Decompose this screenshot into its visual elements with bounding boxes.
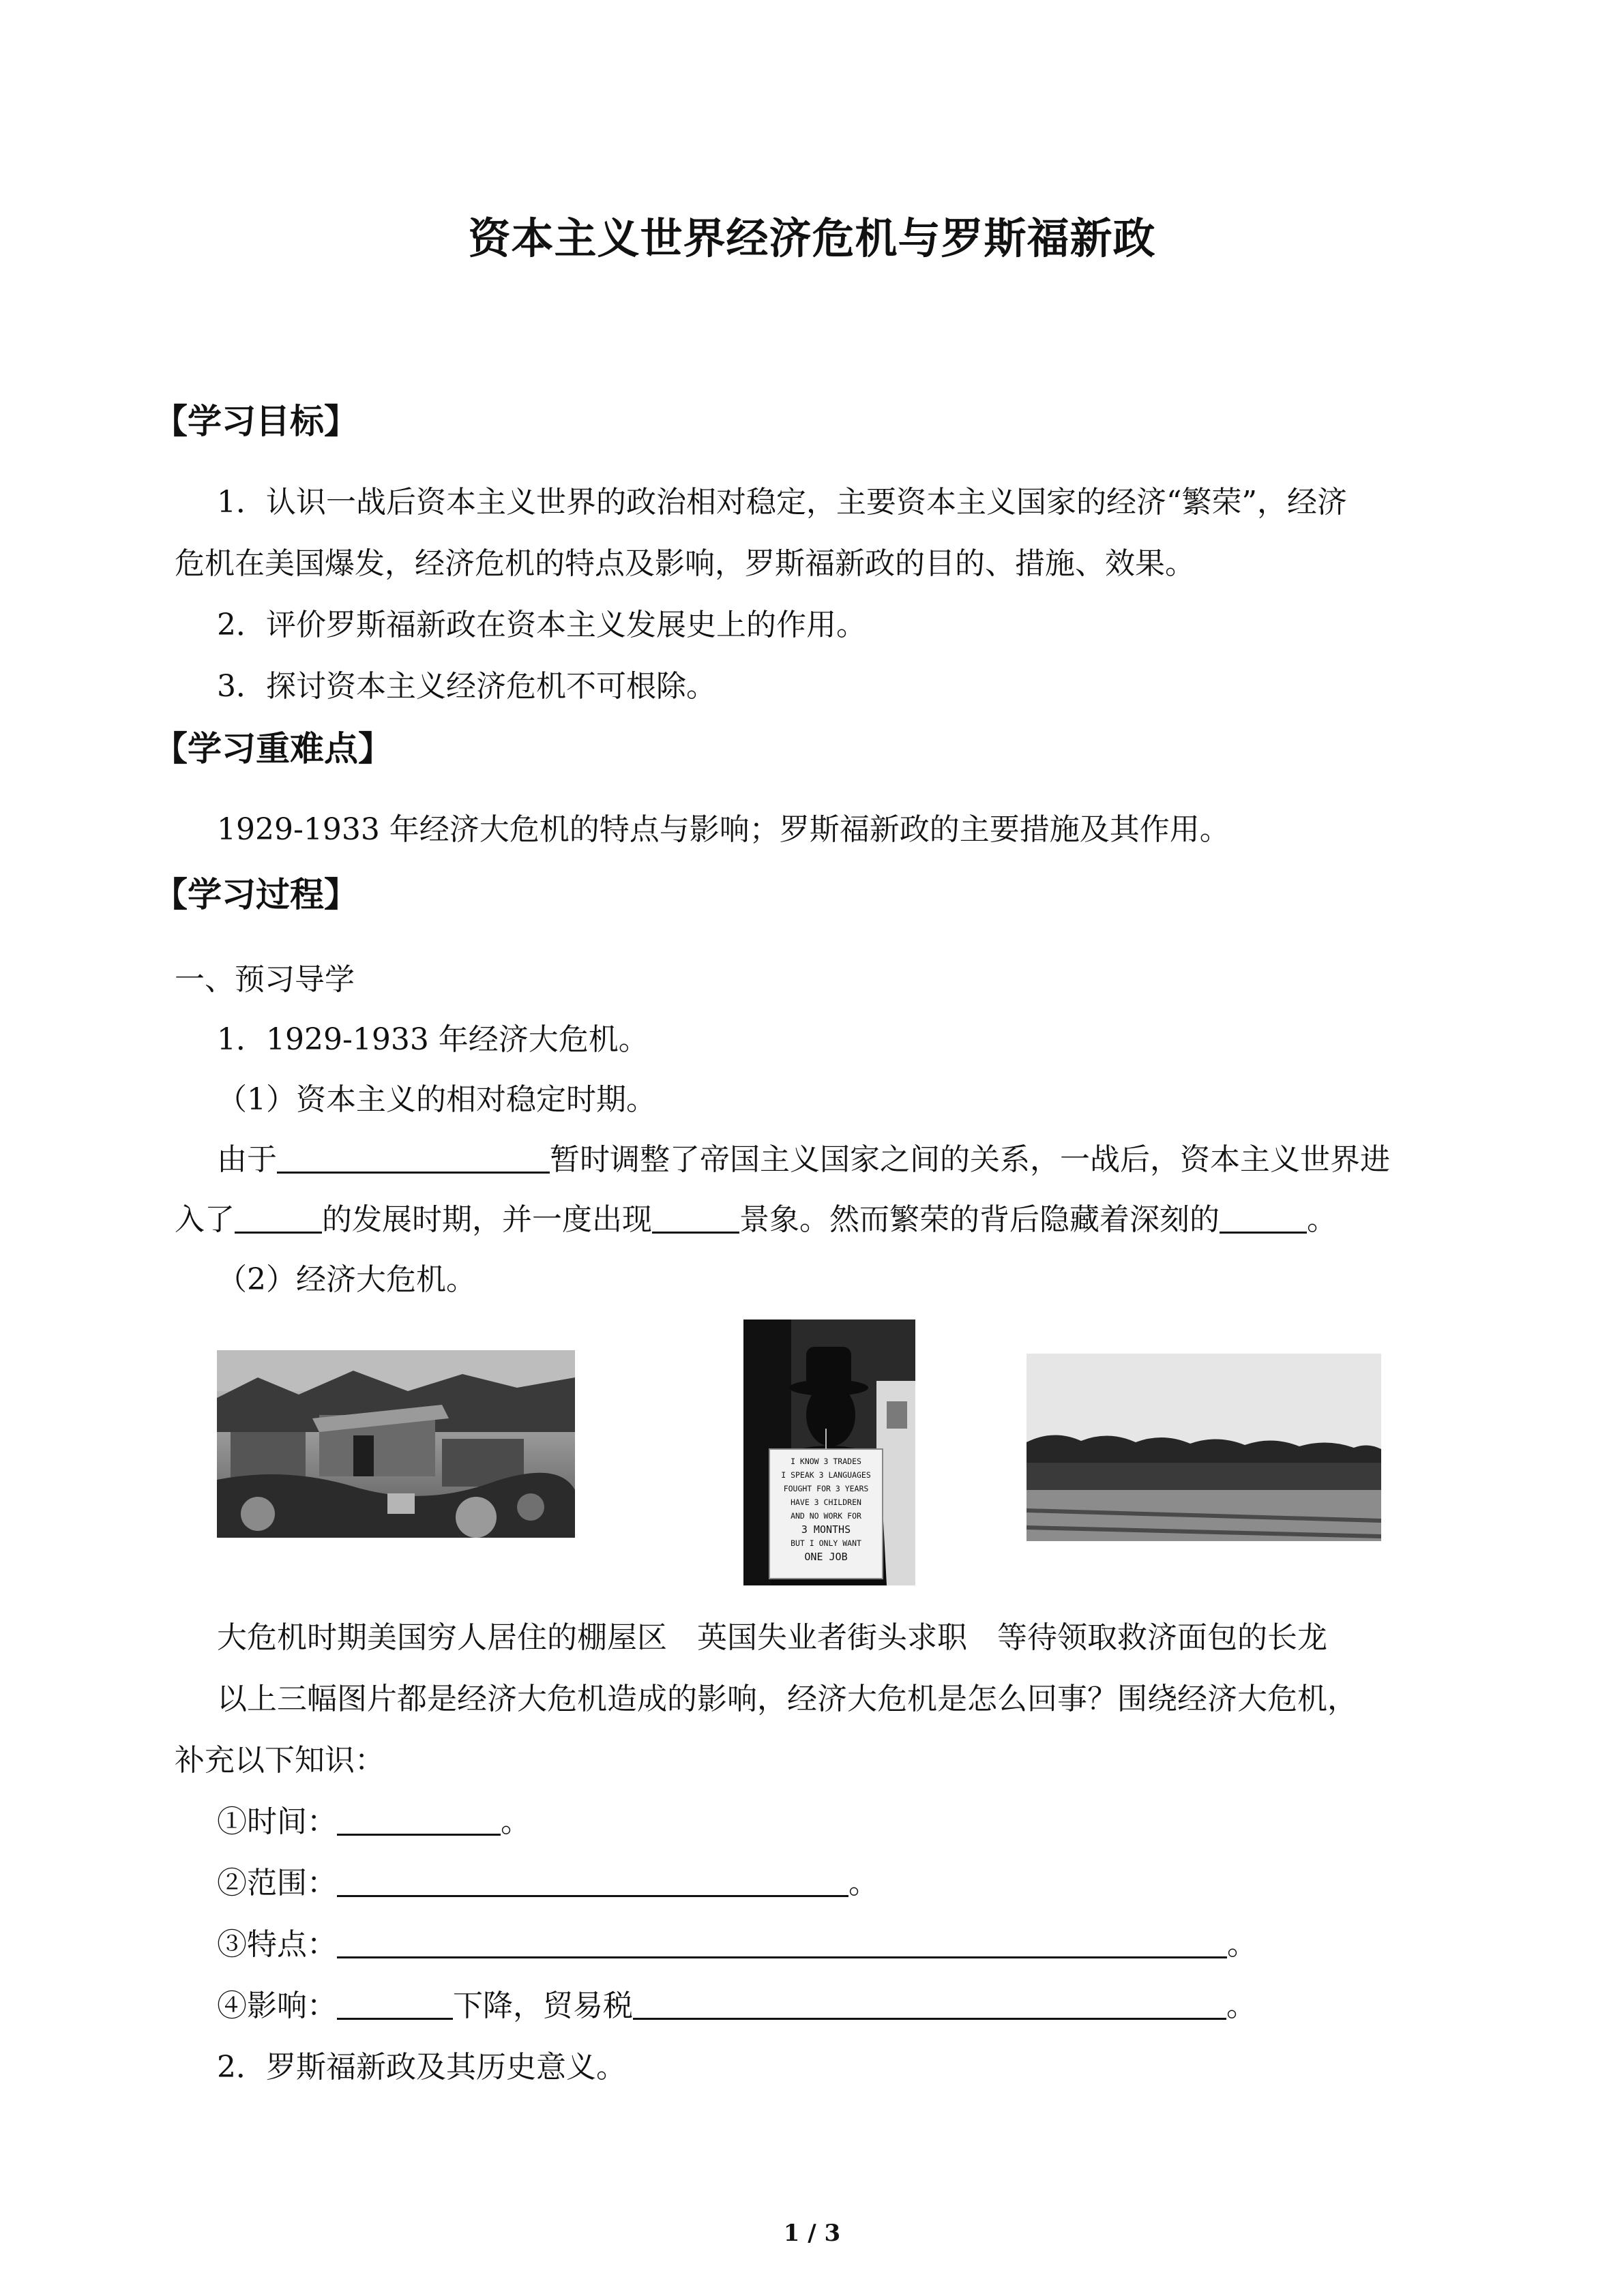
answer-blank[interactable]: [235, 1203, 322, 1234]
photo-shantytown: [217, 1350, 575, 1538]
topic-1-heading: 1．1929-1933 年经济大危机。: [217, 1022, 649, 1057]
impact-answer-blank-1[interactable]: [337, 1989, 453, 2020]
caption-breadline: 等待领取救济面包的长龙: [997, 1620, 1327, 1655]
subtopic-1-heading: （1）资本主义的相对稳定时期。: [217, 1082, 656, 1117]
answer-blank[interactable]: [277, 1143, 550, 1174]
fill-paragraph-line-1: 由于 暂时调整了帝国主义国家之间的关系，一战后，资本主义世界进: [217, 1142, 1390, 1177]
goal-item-1-line-2: 危机在美国爆发，经济危机的特点及影响，罗斯福新政的目的、措施、效果。: [175, 546, 1195, 581]
key-points-text: 1929-1933 年经济大危机的特点与影响；罗斯福新政的主要措施及其作用。: [217, 812, 1230, 847]
fill-impact: ④影响： 下降，贸易税 。: [217, 1988, 1256, 2023]
part-1-heading: 一、预习导学: [175, 962, 355, 997]
impact-answer-blank-2[interactable]: [633, 1989, 1226, 2020]
caption-job-seeker: 英国失业者街头求职: [697, 1620, 967, 1655]
breadline-image: [1027, 1354, 1381, 1541]
fill-time: ①时间： 。: [217, 1804, 531, 1839]
caption-shantytown: 大危机时期美国穷人居住的棚屋区: [217, 1620, 667, 1655]
feature-answer-blank[interactable]: [337, 1928, 1227, 1958]
goal-item-1-line-1: 1．认识一战后资本主义世界的政治相对稳定，主要资本主义国家的经济“繁荣”，经济: [217, 485, 1347, 520]
time-answer-blank[interactable]: [337, 1805, 501, 1836]
fill-scope: ②范围： 。: [217, 1866, 879, 1900]
answer-blank[interactable]: [652, 1203, 739, 1234]
photo-breadline: [1027, 1354, 1381, 1541]
section-heading-goals: 【学习目标】: [153, 402, 358, 441]
question-line-2: 补充以下知识：: [175, 1743, 385, 1778]
page-title: 资本主义世界经济危机与罗斯福新政: [468, 213, 1156, 263]
goal-item-3: 3．探讨资本主义经济危机不可根除。: [217, 669, 716, 704]
page-number: 1 / 3: [783, 2220, 841, 2247]
goal-item-2: 2．评价罗斯福新政在资本主义发展史上的作用。: [217, 608, 866, 642]
section-heading-key-points: 【学习重难点】: [153, 729, 392, 769]
section-heading-process: 【学习过程】: [153, 875, 358, 914]
photo-captions: [217, 1613, 1357, 1656]
subtopic-2-heading: （2）经济大危机。: [217, 1262, 476, 1297]
topic-2-heading: 2．罗斯福新政及其历史意义。: [217, 2050, 626, 2085]
question-line-1: 以上三幅图片都是经济大危机造成的影响，经济大危机是怎么回事？围绕经济大危机，: [217, 1682, 1357, 1716]
answer-blank[interactable]: [1220, 1203, 1307, 1234]
shantytown-image: [217, 1350, 575, 1538]
fill-feature: ③特点： 。: [217, 1927, 1257, 1962]
scope-answer-blank[interactable]: [337, 1866, 848, 1897]
job-seeker-sign: I KNOW 3 TRADES I SPEAK 3 LANGUAGES FOUGHT FOR 3 YEARS HAVE 3 CHILDREN AND NO WORK FOR 3 MONTHS BUT I ONLY WANT ONE JOB: [781, 1457, 871, 1563]
photo-job-seeker: [743, 1320, 915, 1585]
fill-paragraph-line-2: 入了 的发展时期，并一度出现 景象。然而繁荣的背后隐藏着深刻的 。: [175, 1202, 1337, 1237]
